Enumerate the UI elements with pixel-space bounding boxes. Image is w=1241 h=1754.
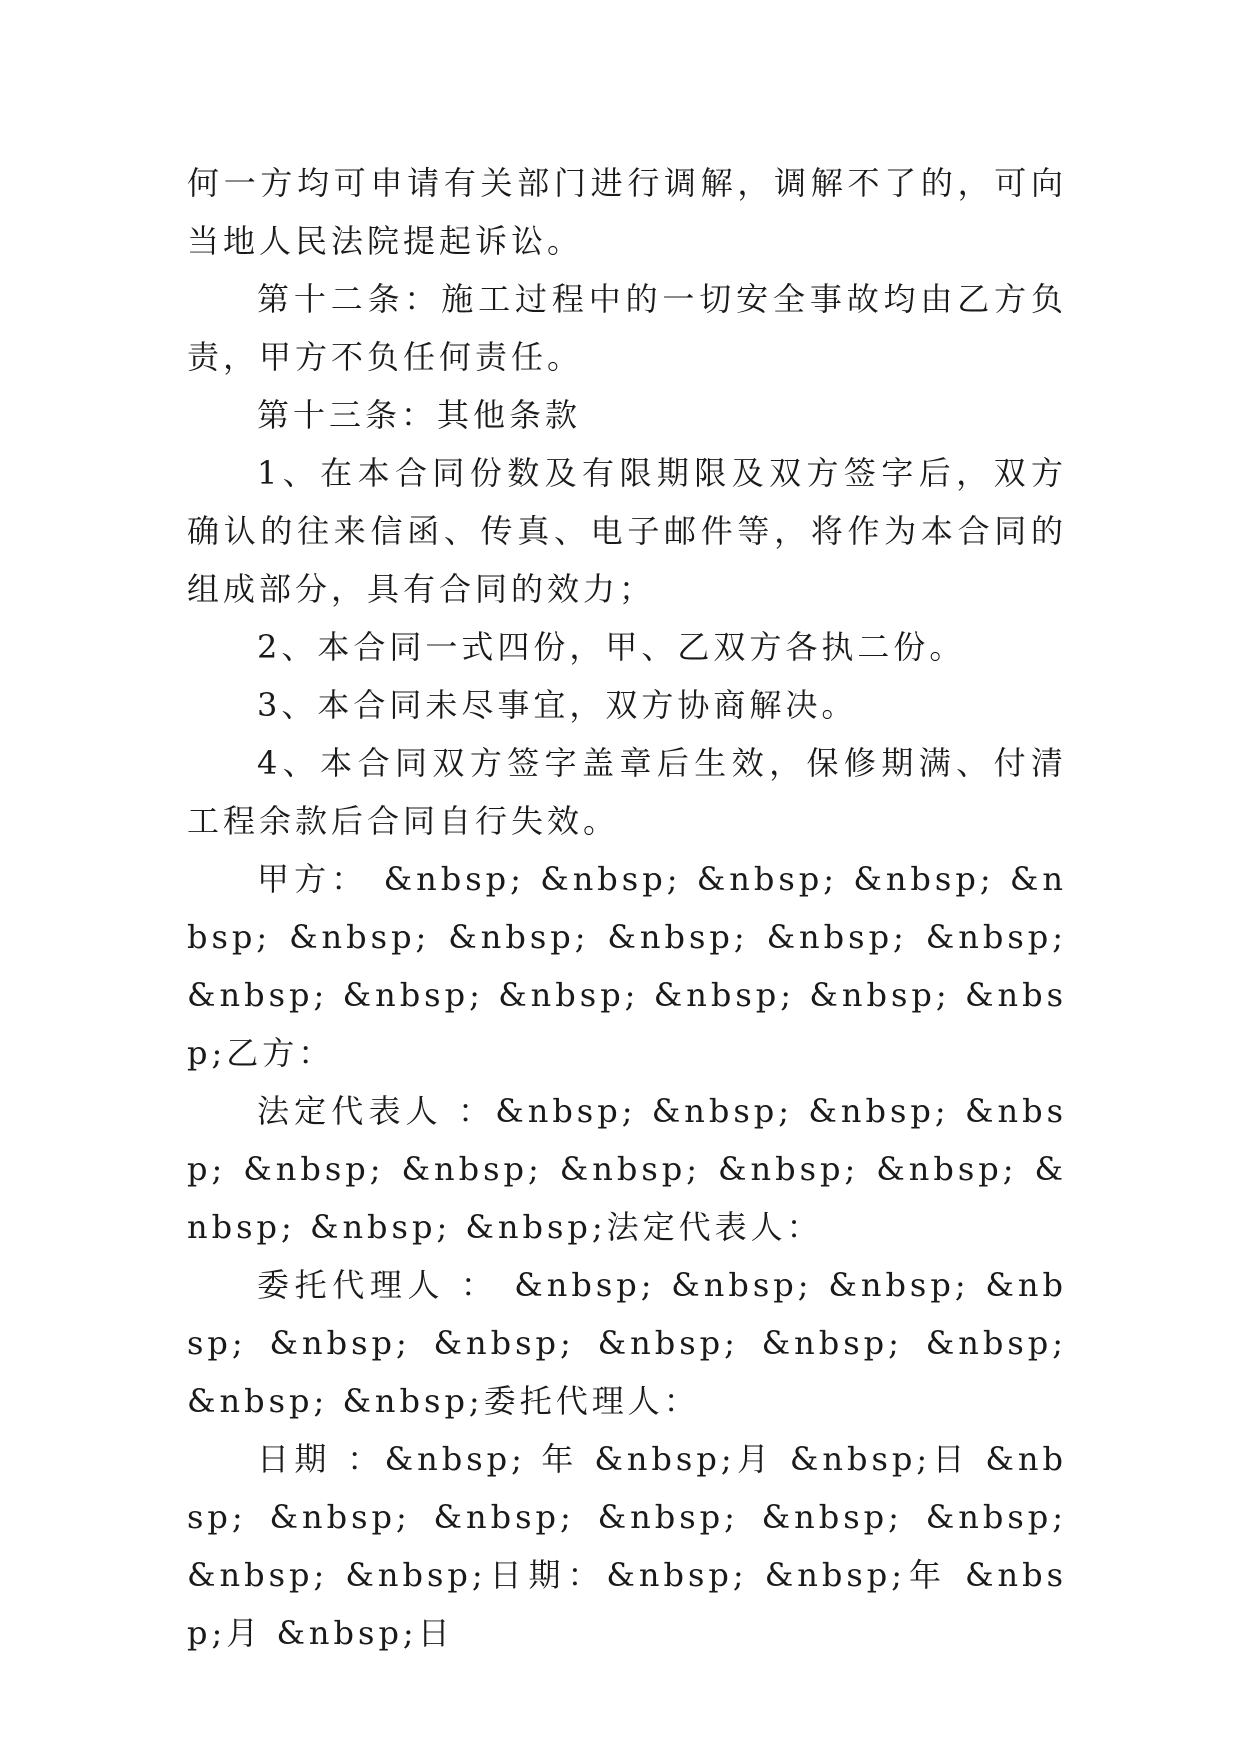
paragraph-clause-4: 4、本合同双方签字盖章后生效，保修期满、付清工程余款后合同自行失效。 [187,744,1067,840]
paragraph-clause-3: 3、本合同未尽事宜，双方协商解决。 [257,686,858,724]
paragraph-article-13-heading: 第十三条：其他条款 [257,396,582,434]
signature-party-line: 甲方： &nbsp; &nbsp; &nbsp; &nbsp; &nbsp; &nbsp; &nbsp; &nbsp; &nbsp; &nbsp; &nbsp; &nbsp; &nbsp; &nbsp; &nbsp; &nbsp;乙方： [187,860,1067,1072]
paragraph-clause-2: 2、本合同一式四份，甲、乙双方各执二份。 [257,628,966,666]
paragraph-article-12: 第十二条：施工过程中的一切安全事故均由乙方负责，甲方不负任何责任。 [187,280,1067,376]
signature-agent-line: 委托代理人 ： &nbsp; &nbsp; &nbsp; &nbsp; &nbsp; &nbsp; &nbsp; &nbsp; &nbsp; &nbsp; &nbsp;委托代理人： [187,1266,1067,1420]
signature-legal-rep-line: 法定代表人 ：&nbsp; &nbsp; &nbsp; &nbsp; &nbsp; &nbsp; &nbsp; &nbsp; &nbsp; &nbsp; &nbsp; &nbsp;法定代表人： [187,1092,1067,1246]
paragraph-dispute-continuation: 何一方均可申请有关部门进行调解，调解不了的，可向当地人民法院提起诉讼。 [187,164,1067,260]
signature-date-line: 日期 ：&nbsp; 年 &nbsp;月 &nbsp;日 &nbsp; &nbsp; &nbsp; &nbsp; &nbsp; &nbsp; &nbsp; &nbsp;日期：&nbsp; &nbsp;年 &nbsp;月 &nbsp;日 [187,1440,1067,1652]
contract-text [187,154,1067,1662]
paragraph-clause-1: 1、在本合同份数及有限期限及双方签字后，双方确认的往来信函、传真、电子邮件等，将作为本合同的组成部分，具有合同的效力； [187,454,1067,608]
